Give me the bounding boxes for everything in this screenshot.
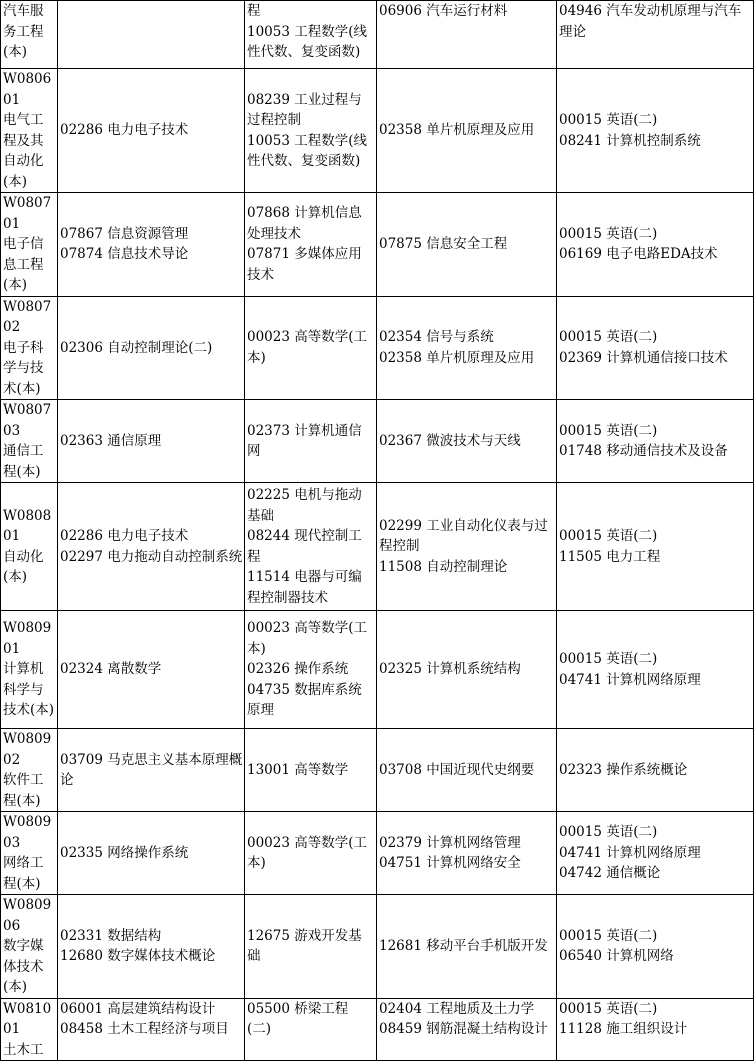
course-cell-2 [245, 812, 377, 895]
course-entry: 02299 工业自动化仪表与过程控制 [379, 517, 548, 555]
major-code: W080703 [3, 402, 52, 439]
course-entry: 00015 英语(二) [559, 112, 658, 128]
course-cell-4 [557, 400, 754, 483]
course-entry: 13001 高等数学 [247, 761, 349, 778]
course-cell-4 [557, 296, 754, 400]
course-entry: 00015 英语(二) [559, 1000, 658, 1017]
course-entry: 程 [247, 3, 261, 19]
course-cell-4 [557, 193, 754, 297]
course-cell-2 [245, 895, 377, 999]
course-entry: 00015 英语(二) [559, 927, 658, 944]
course-entry: 02363 通信原理 [60, 432, 162, 449]
course-entry: 07867 信息资源管理 [60, 225, 189, 242]
course-cell-1 [58, 1, 245, 69]
course-cell-2 [245, 611, 377, 729]
major-code: W080901 [3, 620, 52, 657]
course-cell-4 [557, 895, 754, 999]
course-entry: 04751 计算机网络安全 [379, 855, 521, 871]
course-cell-2 [245, 729, 377, 812]
course-entry: 00015 英语(二) [559, 651, 658, 667]
course-cell-1 [58, 611, 245, 729]
course-entry: 02379 计算机网络管理 [379, 834, 521, 851]
major-name: 土木工 [3, 1041, 44, 1058]
major-name: 软件工程(本) [3, 772, 44, 809]
course-entry: 00015 英语(二) [559, 528, 658, 544]
course-entry: 10053 工程数学(线性代数、复变函数) [247, 23, 368, 60]
course-cell-4 [557, 729, 754, 812]
table-row [1, 729, 754, 812]
course-entry: 02369 计算机通信接口技术 [559, 349, 728, 366]
course-entry: 11505 电力工程 [559, 548, 661, 565]
course-entry: 08459 钢筋混凝土结构设计 [379, 1021, 548, 1037]
course-entry: 06001 高层建筑结构设计 [60, 1000, 216, 1017]
major-name: 电子信息工程(本) [3, 236, 44, 293]
course-cell-1 [58, 483, 245, 611]
table-row [1, 69, 754, 193]
major-name: 电子科学与技术(本) [3, 339, 44, 397]
course-entry: 06540 计算机网络 [559, 948, 674, 965]
course-entry: 02326 操作系统 [247, 661, 349, 678]
course-cell-4 [557, 483, 754, 611]
course-cell-3 [377, 296, 557, 400]
course-entry: 02354 信号与系统 [379, 329, 494, 346]
table-row [1, 296, 754, 400]
course-entry: 01748 移动通信技术及设备 [559, 443, 728, 459]
course-cell-2 [245, 193, 377, 297]
course-entry: 08241 计算机控制系统 [559, 132, 701, 149]
course-entry: 02367 微波技术与天线 [379, 432, 521, 449]
course-cell-1 [58, 812, 245, 895]
table-row [1, 895, 754, 999]
course-entry: 12675 游戏开发基础 [247, 927, 362, 965]
course-entry: 04741 计算机网络原理 [559, 671, 701, 688]
major-name: 网络工程(本) [3, 855, 44, 892]
course-cell-1 [58, 193, 245, 297]
course-entry: 11508 自动控制理论 [379, 558, 508, 575]
course-entry: 04742 通信概论 [559, 865, 661, 882]
course-cell-1 [58, 998, 245, 1061]
major-cell [1, 483, 58, 611]
major-code: W080801 [3, 507, 52, 544]
major-cell [1, 998, 58, 1061]
course-entry: 07875 信息安全工程 [379, 236, 508, 252]
major-code: W080906 [3, 897, 52, 934]
major-cell [1, 400, 58, 483]
major-cell [1, 729, 58, 812]
course-entry: 08458 土木工程经济与项目 [60, 1021, 229, 1037]
course-entry: 08244 现代控制工程 [247, 528, 362, 565]
course-entry: 07868 计算机信息处理技术 [247, 205, 362, 242]
course-entry: 02286 电力电子技术 [60, 122, 189, 139]
course-cell-3 [377, 193, 557, 297]
course-entry: 06906 汽车运行材料 [379, 3, 508, 19]
course-entry: 08239 工业过程与过程控制 [247, 91, 362, 128]
course-cell-3 [377, 998, 557, 1061]
major-name: 数字媒体技术(本) [3, 938, 44, 995]
major-name: 汽车服务工程(本) [3, 3, 44, 60]
table-row [1, 193, 754, 297]
major-code: W080702 [3, 298, 52, 335]
course-cell-3 [377, 611, 557, 729]
course-entry: 04741 计算机网络原理 [559, 844, 701, 861]
table-row [1, 611, 754, 729]
course-entry: 02358 单片机原理及应用 [379, 349, 535, 366]
course-entry: 02324 离散数学 [60, 661, 162, 678]
table-row [1, 483, 754, 611]
course-entry: 04946 汽车发动机原理与汽车理论 [559, 3, 742, 40]
course-cell-3 [377, 1, 557, 69]
course-cell-4 [557, 1, 754, 69]
major-name: 自动化(本) [3, 548, 44, 585]
course-entry: 02335 网络操作系统 [60, 844, 189, 861]
major-code: W080701 [3, 195, 52, 232]
course-entry: 00023 高等数学(工本) [247, 329, 368, 366]
course-cell-3 [377, 812, 557, 895]
course-cell-1 [58, 729, 245, 812]
course-entry: 02404 工程地质及土力学 [379, 1000, 535, 1017]
course-cell-2 [245, 296, 377, 400]
course-entry: 03709 马克思主义基本原理概论 [60, 751, 243, 788]
table-row [1, 812, 754, 895]
major-name: 电气工程及其自动化(本) [3, 112, 44, 190]
course-entry: 00015 英语(二) [559, 329, 658, 346]
course-entry: 02323 操作系统概论 [559, 761, 688, 778]
course-entry: 00015 英语(二) [559, 225, 658, 242]
course-entry: 02358 单片机原理及应用 [379, 122, 535, 139]
course-cell-2 [245, 69, 377, 193]
course-cell-3 [377, 483, 557, 611]
course-entry: 12680 数字媒体技术概论 [60, 948, 216, 965]
course-entry: 02306 自动控制理论(二) [60, 339, 213, 356]
course-cell-1 [58, 69, 245, 193]
major-cell [1, 296, 58, 400]
course-entry: 02286 电力电子技术 [60, 528, 189, 544]
course-entry: 11128 施工组织设计 [559, 1021, 688, 1037]
major-cell [1, 1, 58, 69]
course-entry: 06169 电子电路EDA技术 [559, 246, 718, 263]
course-cell-3 [377, 400, 557, 483]
major-cell [1, 69, 58, 193]
course-entry: 07871 多媒体应用技术 [247, 246, 362, 283]
course-cell-2 [245, 483, 377, 611]
table-row [1, 998, 754, 1061]
major-cell [1, 193, 58, 297]
major-code: W081001 [3, 1000, 52, 1037]
course-entry: 02297 电力拖动自动控制系统 [60, 548, 243, 565]
course-cell-4 [557, 998, 754, 1061]
major-cell [1, 611, 58, 729]
course-cell-3 [377, 729, 557, 812]
course-entry: 10053 工程数学(线性代数、复变函数) [247, 132, 368, 169]
course-cell-3 [377, 895, 557, 999]
course-entry: 02325 计算机系统结构 [379, 661, 521, 678]
major-code: W080903 [3, 814, 52, 851]
course-cell-2 [245, 1, 377, 69]
course-entry: 00015 英语(二) [559, 422, 658, 439]
course-entry: 04735 数据库系统原理 [247, 681, 362, 719]
major-name: 计算机科学与技术(本) [3, 661, 55, 719]
course-entry: 00023 高等数学(工本) [247, 620, 368, 657]
course-entry: 11514 电器与可编程控制器技术 [247, 569, 362, 606]
course-entry: 02225 电机与拖动基础 [247, 487, 362, 524]
course-cell-2 [245, 998, 377, 1061]
course-cell-2 [245, 400, 377, 483]
course-entry: 03708 中国近现代史纲要 [379, 761, 535, 778]
course-cell-1 [58, 400, 245, 483]
course-entry: 02373 计算机通信网 [247, 422, 362, 459]
course-entry: 00015 英语(二) [559, 824, 658, 841]
major-code: W080601 [3, 71, 52, 108]
course-entry: 12681 移动平台手机版开发 [379, 938, 548, 954]
course-entry: 05500 桥梁工程 [247, 1000, 349, 1017]
course-cell-4 [557, 611, 754, 729]
course-cell-3 [377, 69, 557, 193]
course-entry: 00023 高等数学(工本) [247, 834, 368, 871]
table-body [1, 1, 754, 1061]
table-row [1, 1, 754, 69]
course-entry: 02331 数据结构 [60, 927, 162, 944]
course-cell-1 [58, 296, 245, 400]
course-cell-1 [58, 895, 245, 999]
course-cell-4 [557, 812, 754, 895]
course-entry: (二) [247, 1021, 272, 1037]
major-cell [1, 895, 58, 999]
major-cell [1, 812, 58, 895]
major-name: 通信工程(本) [3, 443, 44, 480]
major-code: W080902 [3, 731, 52, 768]
table-row [1, 400, 754, 483]
course-entry: 07874 信息技术导论 [60, 246, 189, 263]
course-cell-4 [557, 69, 754, 193]
